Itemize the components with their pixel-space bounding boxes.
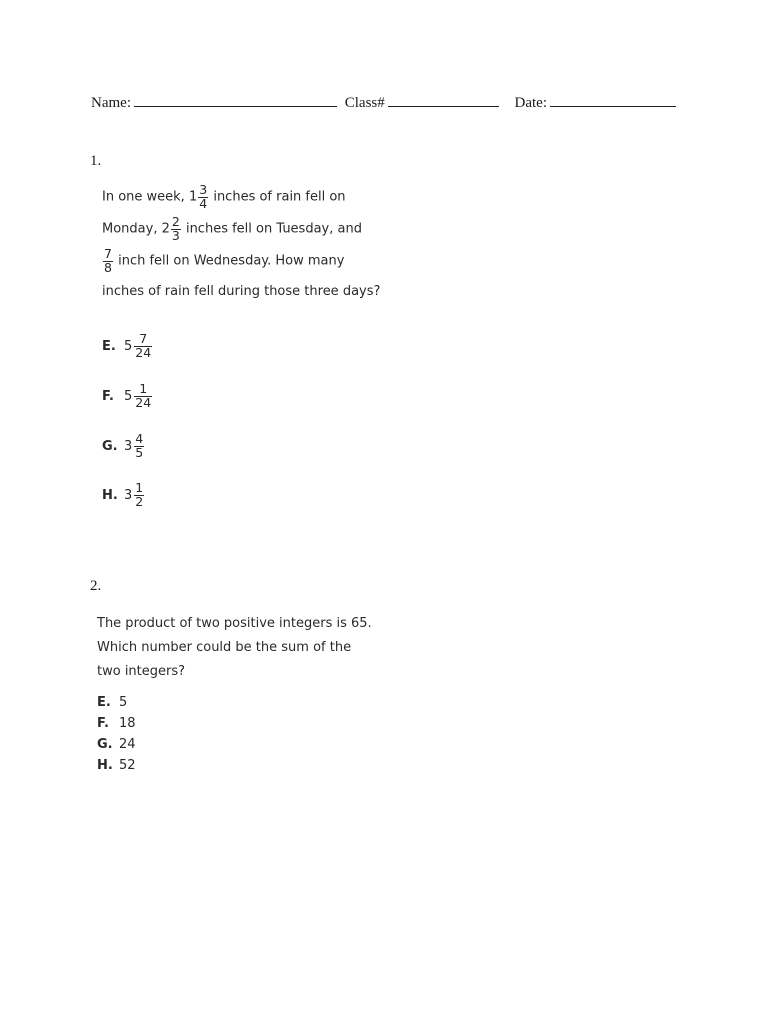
choice-fraction	[134, 333, 152, 359]
question-2-number: 2.	[90, 578, 102, 594]
choice-letter: G.	[102, 438, 118, 454]
fraction-numerator: 3	[199, 182, 208, 197]
choice-fraction	[134, 383, 152, 409]
date-blank[interactable]	[550, 93, 676, 107]
fraction-numerator: 7	[104, 246, 112, 261]
question-1-text	[102, 184, 422, 304]
fraction-numerator: 1	[135, 480, 144, 495]
q1-choice-g[interactable]	[102, 433, 145, 459]
q1-line3-end: inch fell on Wednesday. How many	[118, 253, 345, 269]
name-blank[interactable]	[134, 93, 337, 107]
choice-letter: E.	[102, 338, 116, 354]
worksheet-header	[91, 93, 676, 112]
date-label: Date:	[514, 95, 547, 111]
q2-choice-e[interactable]	[97, 695, 127, 710]
fraction-denominator: 3	[171, 227, 180, 243]
fraction-two-thirds	[171, 216, 181, 242]
q1-choice-e[interactable]	[102, 333, 153, 359]
fraction-seven-eighths	[103, 248, 113, 274]
q1-line2-end: inches fell on Tuesday, and	[185, 221, 362, 237]
question-1-number: 1.	[90, 153, 102, 169]
choice-value: 18	[119, 716, 136, 731]
fraction-numerator: 2	[171, 214, 180, 229]
fraction-denominator: 2	[135, 493, 144, 509]
question-2-line-3: two integers?	[97, 664, 186, 679]
choice-letter: H.	[97, 758, 113, 773]
question-1-line-1	[102, 184, 346, 210]
name-label: Name:	[91, 95, 131, 111]
fraction-denominator: 24	[135, 394, 152, 410]
choice-value: 5	[119, 695, 128, 710]
choice-fraction	[134, 482, 144, 508]
question-1-line-2	[102, 216, 362, 242]
fraction-numerator: 4	[135, 431, 144, 446]
choice-whole-number: 5	[124, 338, 133, 354]
fraction-denominator: 4	[199, 195, 208, 211]
q2-choice-g[interactable]	[97, 737, 136, 752]
question-1-line-3	[102, 248, 344, 274]
choice-letter: E.	[97, 695, 111, 710]
q1-choice-f[interactable]	[102, 383, 153, 409]
class-blank[interactable]	[388, 93, 499, 107]
choice-whole-number: 3	[124, 487, 133, 503]
question-2-text	[97, 616, 417, 686]
choice-letter: F.	[97, 716, 109, 731]
fraction-numerator: 1	[134, 383, 152, 397]
fraction-denominator: 24	[135, 344, 152, 360]
choice-letter: G.	[97, 737, 113, 752]
fraction-denominator: 5	[135, 444, 144, 460]
choice-value: 52	[119, 758, 136, 773]
question-2-line-2: Which number could be the sum of the	[97, 640, 352, 655]
q1-line1-start: In one week, 1	[102, 189, 198, 205]
question-2-line-1: The product of two positive integers is 65.	[97, 616, 372, 631]
q2-choice-h[interactable]	[97, 758, 136, 773]
question-1-line-4: inches of rain fell during those three days?	[102, 284, 381, 299]
fraction-numerator: 7	[134, 333, 152, 347]
q1-line1-end: inches of rain fell on	[213, 189, 346, 205]
choice-letter: H.	[102, 487, 118, 503]
q1-choice-h[interactable]	[102, 482, 145, 508]
choice-value: 24	[119, 737, 136, 752]
fraction-denominator: 8	[104, 259, 112, 275]
q2-choice-f[interactable]	[97, 716, 136, 731]
q1-line2-start: Monday, 2	[102, 221, 170, 237]
fraction-three-quarters	[198, 184, 208, 210]
class-label: Class#	[344, 95, 385, 111]
choice-whole-number: 5	[124, 388, 133, 404]
choice-fraction	[134, 433, 144, 459]
choice-letter: F.	[102, 388, 114, 404]
choice-whole-number: 3	[124, 438, 133, 454]
